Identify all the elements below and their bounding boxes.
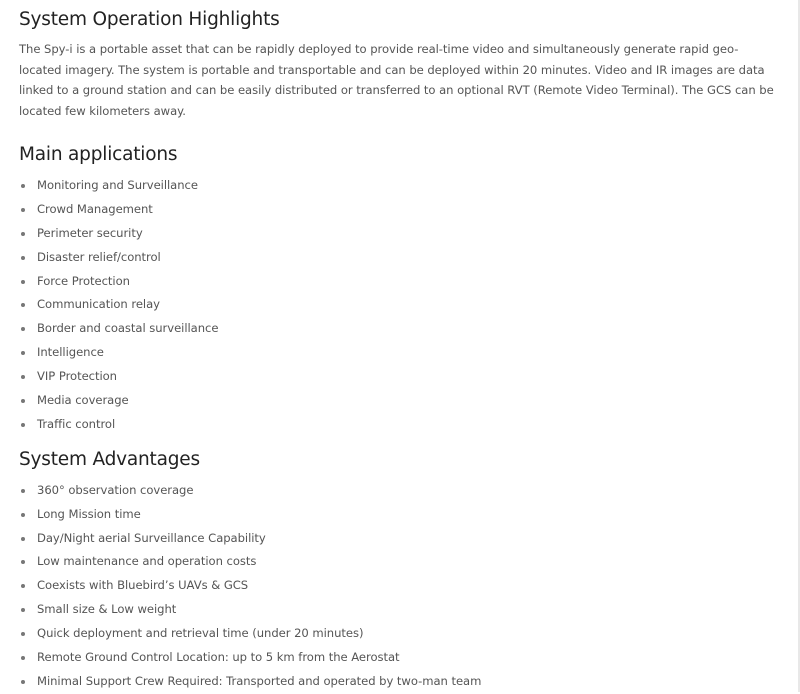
list-item-text: Quick deployment and retrieval time (under 20 minutes): [37, 626, 364, 641]
list-item: [19, 670, 779, 694]
advantages-list: [19, 479, 779, 694]
bullet-icon: [21, 184, 25, 188]
list-item: [19, 246, 779, 270]
list-item-text: Monitoring and Surveillance: [37, 178, 198, 192]
bullet-icon: [21, 351, 25, 355]
bullet-icon: [21, 608, 25, 612]
bullet-icon: [21, 680, 25, 684]
bullet-icon: [21, 423, 25, 427]
list-item-text: Low maintenance and operation costs: [37, 554, 257, 569]
bullet-icon: [21, 656, 25, 660]
list-item-text: VIP Protection: [37, 369, 117, 384]
bullet-icon: [21, 327, 25, 331]
list-item: [19, 270, 779, 294]
bullet-icon: [21, 232, 25, 236]
list-item-text: Coexists with Bluebird’s UAVs & GCS: [37, 578, 249, 593]
list-item-text: Traffic control: [37, 416, 116, 431]
list-item: [19, 413, 779, 437]
list-item: [19, 174, 779, 198]
list-item-text: Force Protection: [37, 273, 130, 288]
list-item: [19, 574, 779, 598]
bullet-icon: [21, 375, 25, 379]
list-item: [19, 479, 779, 503]
list-item-text: Intelligence: [37, 345, 104, 360]
bullet-icon: [21, 489, 25, 493]
bullet-icon: [21, 303, 25, 307]
bullet-icon: [21, 560, 25, 564]
content-area: [19, 7, 779, 694]
bullet-icon: [21, 584, 25, 588]
list-item: [19, 389, 779, 413]
list-item: [19, 317, 779, 341]
list-item-text: 360° observation coverage: [37, 482, 194, 497]
list-item: [19, 198, 779, 222]
list-item-text: Remote Ground Control Location: up to 5 km from the Aerostat: [37, 650, 400, 665]
bullet-icon: [21, 256, 25, 260]
list-item-text: Crowd Management: [37, 201, 153, 216]
highlights-paragraph: The Spy-i is a portable asset that can be rapidly deployed to provide real-time video and simultaneously generate rapid geo-located imagery. The system is portable and transportable and can be deployed within 20 minutes. Video and IR images are data linked to a ground station and can be easily distributed or transferred to an optional RVT (Remote Video Terminal). The GCS can be located few kilometers away.: [19, 42, 774, 118]
list-item: [19, 550, 779, 574]
bullet-icon: [21, 399, 25, 403]
list-item: [19, 646, 779, 670]
list-item-text: Disaster relief/control: [37, 249, 161, 264]
bullet-icon: [21, 280, 25, 284]
list-item: [19, 622, 779, 646]
applications-heading: Main applications: [19, 144, 178, 165]
bullet-icon: [21, 513, 25, 517]
bullet-icon: [21, 632, 25, 636]
list-item: [19, 341, 779, 365]
list-item-text: Long Mission time: [37, 506, 141, 521]
list-item-text: Perimeter security: [37, 225, 143, 240]
list-item: [19, 527, 779, 551]
advantages-heading: System Advantages: [19, 448, 200, 470]
list-item-text: Communication relay: [37, 297, 160, 312]
applications-list: [19, 174, 779, 437]
list-item-text: Media coverage: [37, 393, 129, 408]
list-item-text: Minimal Support Crew Required: Transported and operated by two-man team: [37, 673, 482, 688]
list-item-text: Border and coastal surveillance: [37, 321, 219, 336]
list-item: [19, 503, 779, 527]
list-item: [19, 222, 779, 246]
list-item-text: Small size & Low weight: [37, 602, 177, 617]
list-item-text: Day/Night aerial Surveillance Capability: [37, 530, 266, 545]
list-item: [19, 293, 779, 317]
list-item: [19, 365, 779, 389]
list-item: [19, 598, 779, 622]
highlights-heading: System Operation Highlights: [19, 9, 280, 30]
bullet-icon: [21, 208, 25, 212]
bullet-icon: [21, 537, 25, 541]
